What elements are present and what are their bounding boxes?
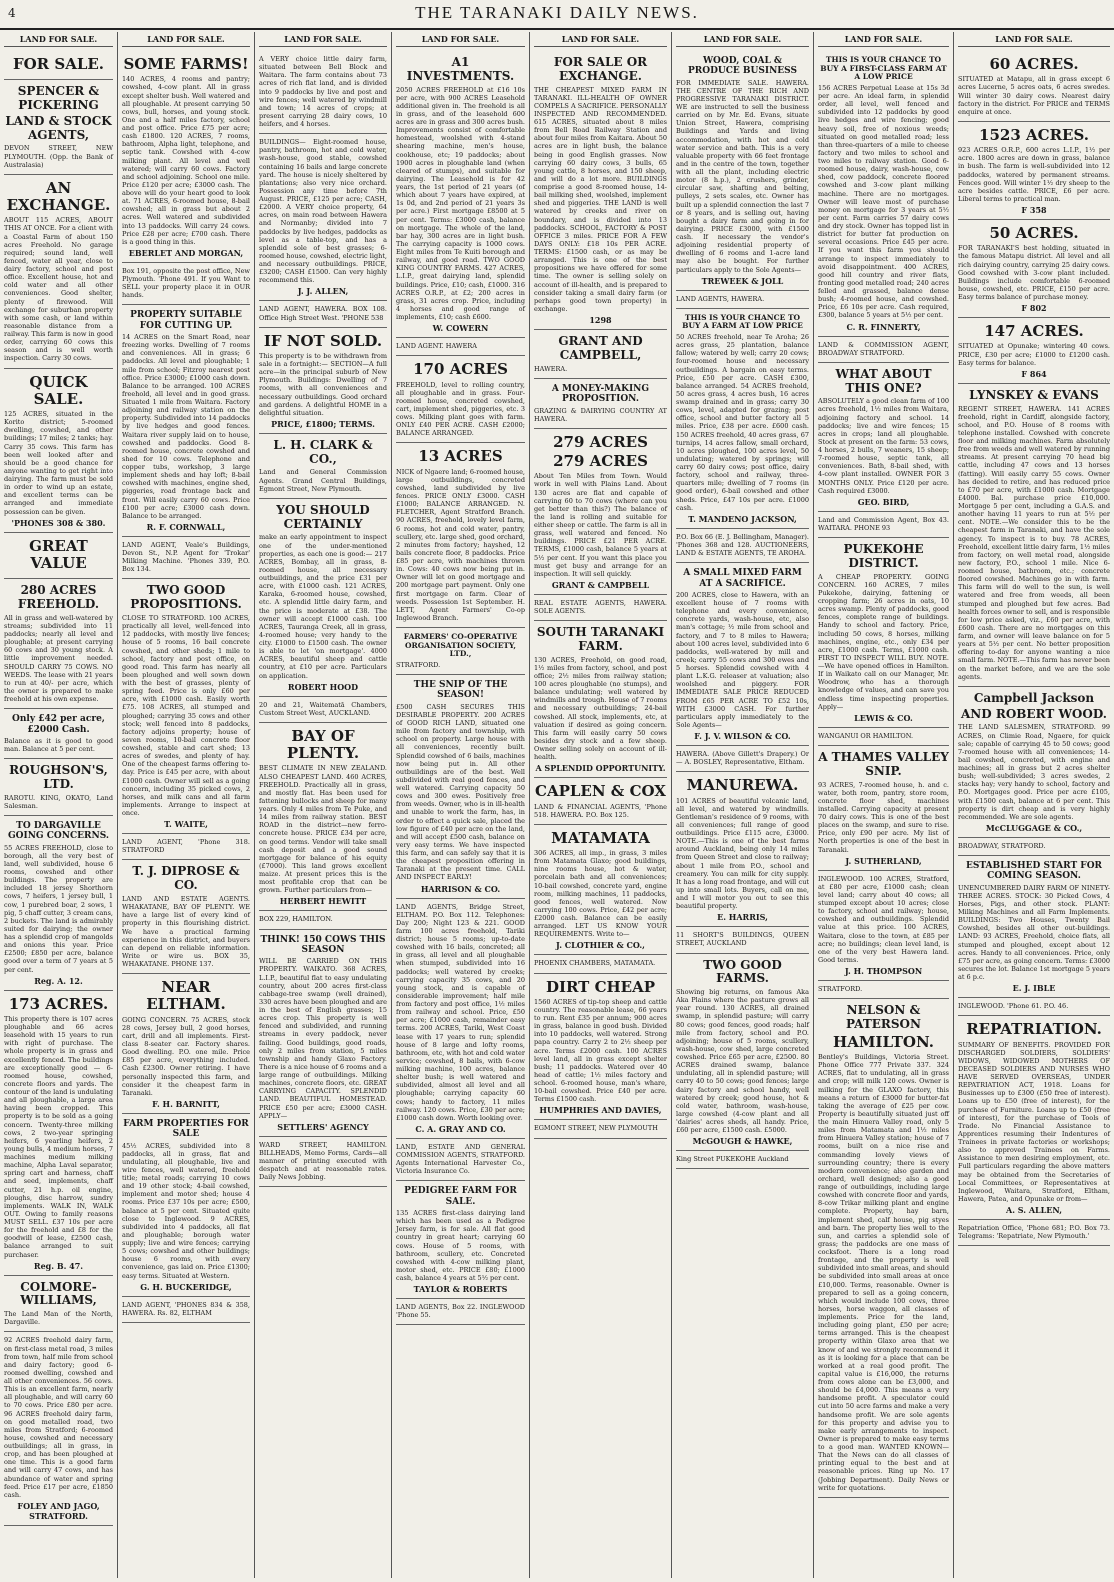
- ad-body: 130 ACRES, Freehold, on good road, 1½ miles from factory, school, and post office; 2½ miles from railway station; 100 acres ploughable (no stumps), and balance undulating; well watered by windmills and trough. House of 7 rooms and necessary outbuildings; 24-bail cowshed. All stock, implements, etc, at valuation if desired as going concern. This farm will easily carry 50 cows besides dry stock and a few sheep. Owner selling solely on account of ill-health.: [534, 655, 667, 762]
- ad-signature: F. H. BARNITT,: [152, 1098, 220, 1109]
- ad-heading: TWO GOOD FARMS.: [703, 957, 782, 986]
- ad-heading: NELSON & PATERSON: [846, 1003, 921, 1031]
- classified-ad: [958, 220, 1110, 318]
- classified-ad: [676, 309, 809, 529]
- classified-ad: [958, 856, 1110, 998]
- ad-signature: EBERLET AND MORGAN,: [128, 247, 244, 258]
- classified-ad: [818, 999, 949, 1498]
- classified-ad: [534, 429, 667, 595]
- ad-body: FREEHOLD, level to rolling country, all ploughable and in grass. Four-roomed house, concreted cowshed, cart, implement shed, piggeries, etc. 3 cows. Milking plant goes with farm. ONLY £40 PER ACRE. CASH £2000; BALANCE ARRANGED.: [396, 380, 525, 438]
- ad-body: REGENT STREET, HAWERA. 141 ACRES freehold, right in Cardiff, alongside factory, school, and P.O. House of 8 rooms with telephone installed. Cowshed with concrete floor and milking machines. Farm absolutely free from weeds and well watered by running streams. At present carrying 70 head big cattle, including 47 cows and 13 horses (fatting). Will easily carry 55 cows. Owner has decided to retire, and has reduced price to £70 per acre, with £1000 cash. Mortgage £4000. Bal. purchase price £10,000. Mortgage 5 per cent, including a G.A.S. and another having 11 years to run at 5½ per cent. NOTE.—We consider this to be the cheapest farm in Taranaki, and have the sole agency. To inspect is to buy. 78 ACRES, Freehold, excellent little dairy farm, 1½ miles from factory, on well metal road, alongside new factory, P.O., school 1 mile. Nice 6-roomed house, bathroom, etc.; concrete floored cowshed. Machines go in with farm. This farm will do well to the sun, is well watered and free from weeds, all been stumped and ploughed but few acres. Bad health forces owner to sell, and is responsible for low price asked, viz., £60 per acre, with £600 cash. There are no mortgages on this farm, and owner will leave balance on for 5 years at 5½ per cent. No better proposition offering to-day for anyone wanting a nice small farm. NOTE.—This farm has never been on the market before, and we are the sole agents.: [958, 404, 1110, 681]
- ad-signature: T. MANDENO JACKSON,: [688, 513, 797, 524]
- ad-body: LAND & FINANCIAL AGENTS, 'Phone 518. HAWERA. P.O. Box 125.: [534, 802, 667, 819]
- column-heading: LAND FOR SALE.: [676, 34, 809, 47]
- classified-ad: [122, 974, 250, 1114]
- ad-body: BEST CLIMATE IN NEW ZEALAND. ALSO CHEAPEST LAND. 460 ACRES, FREEHOLD. Practically all in grass, and mostly flat. Has been used for fattening bullocks and sheep for many years. Only 4 miles from Te Puke, and 14 miles from railway station. BEST ROAD in the district—new ferro-concrete house. PRICE £34 per acre, on good terms. Vendor will take small cash deposit and a good sound mortgage for balance of his equity (£7000). This land grows excellent maize. At present prices this is the most profitable crop that can be grown. Further particulars from—: [259, 764, 387, 895]
- ad-body: 92 ACRES freehold dairy farm, on first-class metal road, 3 miles from town, half mile from school and dairy factory; good 6-roomed dwelling, cowshed and all other conveniences. 56 cows. This is an excellent farm, nearly all ploughable, and will carry 60 to 70 cows. Price £80 per acre. 96 ACRES freehold dairy farm, on good metalled road, two miles from Stratford; 6-roomed house, cowshed and necessary outbuildings; all in grass, in crop, and has been ploughed at one time. This is a good farm and will carry 47 cows, and has abundance of water and spring feed. Price £17 per acre, £1850 cash.: [4, 1336, 113, 1499]
- classified-ad: [259, 328, 387, 434]
- ad-body: EGMONT STREET, NEW PLYMOUTH: [534, 1124, 658, 1133]
- ad-body: A VERY choice little dairy farm, situated between Bell Block and Waitara. The farm contains about 73 acres of rich flat land, and is divided into 9 paddocks by live and post and wire fences; well watered by windmill and town; 14 acres of crops; at present carrying 28 dairy cows, 10 heifers, and 4 horses.: [259, 55, 387, 128]
- classified-ad: [396, 1299, 525, 1325]
- ad-body: 101 ACRES of beautiful volcanic land, all level, and watered by windmills. Gentleman's residence of 9 rooms, with all conveniences; full range of good outbuildings. Price £115 acre, £3000. NOTE.—This is one of the best farms around Auckland, being only 14 miles from Queen Street and close to railway; about 1 mile from P.O., school and creamery. You can milk for city supply. It has a long road frontage, and will cut up into small lots. Buyers, call on me, and I will motor you out to see this beautiful property.: [676, 796, 809, 911]
- ad-signature: PRICE, £1800; TERMS.: [271, 418, 375, 429]
- classified-ad: [676, 927, 809, 953]
- ad-body: INGLEWOOD. 100 ACRES, Stratford, at £80 per acre, £1000 cash; clean level land; carry about 40 cows; all stumped except about 10 acres; close to factory, school and railway; house, cowshed and outbuildings. Splendid value at this price. 100 ACRES, Waitara, close to the town, at £85 per acre; no buildings; clean level land, is one of the very best Hawera land. Good terms.: [818, 874, 949, 964]
- classified-ad: [259, 134, 387, 301]
- ad-body: 923 ACRES O.R.P., 600 acres L.I.P., 1½ per acre. 1800 acres are down in grass, balance in bush. The farm is well-subdivided into 12 paddocks, watered by permanent streams. Fences good. Will winter 1½ dry sheep to the acre besides cattle. PRICE, £6 per acre. Liberal terms to practical man.: [958, 146, 1110, 203]
- ad-body: Bentley's Buildings, Victoria Street. Phone Office 777 Private 337. 324 ACRES, flat to undulating, all in grass and crop; will milk 120 cows. Owner is milking for the GLAXO factory, this means a return of £3000 for butter-fat taking the average of £25 per cow. Property is beautifully situated just off the main Hinuera Valley road, only 5 miles from Matamata and 1½ miles from Hinuera Valley station; house of 7 rooms, built on a nice rise and commanding lovely views of surrounding country; there is every modern convenience; also garden and orchard, well designed; also a good range of outbuildings, including large cowshed with concrete floor and yards, 8-cow Trikar milking plant and engine complete. Property, hay barn, implement shed, calf house, pig styes and barn. The property lies well to the sun, and carries a splendid sole of grass; the paddocks are one mass of cocksfoot. There is a long road frontage, and the property is well subdivided into small areas, and should be subdivided into small areas at once £10,000. Terms, reasonable. Owner is prepared to sell as a going concern, which would include 100 cows, three horses, horse waggon, all classes of implements. Price for the land, including going plant, £50 per acre; terms arranged. This is the cheapest property within Glaxo area that we know of and we strongly recommend it as it is looking for a place that can be worked at a real good profit. The capital value is £16,000, the returns from cows alone can be £3,000, and should be £4,000. This means a very handsome profit. A speculator could cut into 50 acre farms and make a very handsome profit. We are sole agents for this property and advise you to make early arrangements to inspect. Owner is prepared to make easy terms to a good man. WANTED KNOWN—That the News can do all classes of printing equal to the best and at reasonable prices. Ring up No. 17 (Jobbing Department). Daily News or write for quotations.: [818, 1053, 949, 1492]
- classified-ad: [534, 379, 667, 429]
- ad-body: LAND AGENT. HAWERA: [396, 342, 477, 351]
- masthead-rule: [0, 28, 1114, 30]
- ad-body: WANGANUI OR HAMILTON.: [818, 731, 914, 740]
- ad-signature: F 864: [1021, 368, 1047, 379]
- ad-signature: GEO. BIRD,: [857, 496, 910, 507]
- ad-heading: HAMILTON.: [833, 1032, 934, 1051]
- classified-ad: [259, 930, 387, 1137]
- column-heading: LAND FOR SALE.: [818, 34, 949, 47]
- classified-ad: [534, 595, 667, 621]
- classified-ad: [122, 537, 250, 580]
- classified-ad: [4, 709, 113, 759]
- classified-ad: [396, 899, 525, 1139]
- ad-heading: LAND & STOCK AGENTS,: [5, 113, 112, 142]
- ad-body: WARD STREET, HAMILTON. BILLHEADS, Memo Forms, Cards—all manner of printing executed with despatch and at reasonable rates. Daily News Jobbing.: [259, 1140, 387, 1182]
- column-8: [954, 32, 1114, 1578]
- ad-heading: A SMALL MIXED FARM AT A SACRIFICE.: [683, 568, 802, 589]
- column-heading: LAND FOR SALE.: [259, 34, 387, 47]
- ad-signature: McCLUGGAGE & CO.,: [985, 822, 1083, 833]
- ad-signature: F. J. V. WILSON & CO.: [694, 731, 791, 741]
- column-7: [814, 32, 954, 1578]
- ad-signature: 1298: [589, 315, 612, 326]
- ad-body: 20 and 21, Waitematā Chambers, Custom Street West, AUCKLAND.: [259, 700, 387, 717]
- classified-ad: [396, 1181, 525, 1299]
- classified-ad: [534, 621, 667, 778]
- classified-ad: [4, 1332, 113, 1526]
- ad-signature: HARRISON & CO.: [420, 883, 501, 894]
- ad-body: 306 ACRES, all imp., in grass, 3 miles from Matamata Glaxo; good buildings, nine rooms house, hot & water, porcelain bath and all conveniences; 10-bail cowshed, concrete yard, engine room, milking machines, 11 paddocks, good fences, well watered. Now carrying 100 cows. Price, £42 per acre; £2000 cash. Balance can be easily arranged. LET US KNOW YOUR REQUIREMENTS. Write to—: [534, 849, 667, 939]
- ad-body: BOX 229, HAMILTON.: [259, 915, 333, 924]
- classified-ad: [259, 434, 387, 499]
- ad-body: 156 ACRES Perpetual Lease at 15s 3d per acre. An ideal farm, in splendid order, all level, well fenced and subdivided into 12 paddocks by good live hedges and wire fencing; good heavy soil, free of noxious weeds; situated on good metalled road; less than three-quarters of a mile to cheese factory and two miles to school and two miles to railway station. Good 6-roomed house, dairy, wash-house, cow shed, cow paddock, concrete floored cowshed and 3-cow plant milking machine. There are no mortgages. Owner will leave most of purchase money on mortgage for 3 years at 5½ per cent. Farm carries 57 dairy cows and dry stock. Owner has topped list in district for butter fat production on several occasions. Price £45 per acre. If you want this farm you should arrange to inspect immediately to avoid disappointment. 400 ACRES, good hill country and river flats, fronting good metalled road; 240 acres felled and grassed, balance dense bush; 4-roomed house, and cowshed. Price, £6 10s per acre. Cash required, £300, balance 5 years at 5½ per cent.: [818, 83, 949, 320]
- ad-heading: TO DARGAVILLE GOING CONCERNS.: [7, 820, 110, 842]
- classified-ad: [396, 338, 525, 356]
- classified-ad: [122, 1297, 250, 1323]
- ad-heading: T. J. DIPROSE & CO.: [132, 864, 240, 893]
- classified-ad: [4, 80, 113, 175]
- ad-body: STRATFORD.: [818, 985, 863, 994]
- classified-ad: [259, 911, 387, 929]
- ad-body: King Street PUKEKOHE Auckland: [676, 1155, 789, 1164]
- classified-ad: [958, 687, 1110, 838]
- ad-body: LAND AGENT, Veale's Buildings, Devon St., N.P. Agent for 'Trokar' Milking Machine. 'Phones 339, P.O. Box 134.: [122, 540, 250, 574]
- classified-ad: [818, 512, 949, 538]
- ad-signature: T. WAITE,: [164, 819, 208, 830]
- ad-heading: A THAMES VALLEY SNIP.: [818, 749, 949, 778]
- classified-ad: [396, 675, 525, 898]
- ad-body: 50 ACRES freehold, near Te Aroha; 26 acres grass, 25 plantation, balance fallow; watered by well; carry 20 cows; four-roomed house and necessary outbuildings. A bargain on easy terms. Price, £50 per acre. CASH £300, balance arranged. 54 ACRES freehold, 50 acres grass, 4 acres bush, 16 acres swamp drained and in grass; carry 30 cows, level, adapted for grazing; post office, school and butter factory all 5 miles. Price, £38 per acre. £600 cash. 150 ACRES freehold, 40 acres grass, 67 turnips, 14 acres fallow, small orchard, 10 acres ploughed, 100 acres level, 50 undulating; watered by springs; will carry 60 dairy cows; post office, dairy factory, school and railway, three-quarters mile; dwelling of 7 rooms (in good order), 6-bail cowshed and other sheds. Price, £47 10s per acre. £1000 cash.: [676, 333, 809, 512]
- classified-ad: [4, 175, 113, 369]
- classified-ad: [259, 301, 387, 327]
- ad-heading: THIS IS YOUR CHANCE TO BUY A FIRST-CLASS FARM AT A LOW PRICE: [820, 55, 947, 82]
- classified-ad: [676, 563, 809, 746]
- ad-body: 11 SHORT'S BUILDINGS, QUEEN STREET, AUCKLAND: [676, 931, 809, 948]
- ad-heading: WHAT ABOUT THIS ONE?: [835, 366, 932, 395]
- ad-body: LAND & COMMISSION AGENT, BROADWAY STRATFORD.: [818, 340, 949, 357]
- classified-ad: [534, 955, 667, 973]
- classified-ad: [676, 1151, 809, 1169]
- ad-body: HAWERA.: [534, 364, 568, 373]
- ad-body: 135 ACRES first-class dairying land which has been used as a Pedigree Jersey farm, is for sale. All flat good country in great heart; carrying 60 cows. House of 5 rooms, with bathroom, scullery, etc. Concreted cowshed with 4-cow milking plant, motor shed, etc. PRICE £80; £1000 cash, balance 4 years at 5½ per cent.: [396, 1209, 525, 1283]
- classified-ad: [818, 871, 949, 981]
- ad-body: ABOUT 115 ACRES, ABOUT THIS AT ONCE. For a client with a Coastal Farm of about 150 acres Freehold. No garage required; sound land, well fenced, water all year, close to dairy factory, school and post office. Excellent house, hot and cold water and all other conveniences. Good shelter, plenty of firewood. Will exchange for suburban property with some cash, or land within reasonable distance from a railway. This farm is now in good order, carrying 60 cows this season and is well worth inspection. Carry 30 cows.: [4, 216, 113, 363]
- classified-ad: [958, 51, 1110, 122]
- classified-ad: [259, 499, 387, 697]
- ad-heading: CAPLEN & COX: [535, 782, 666, 801]
- ad-heading: 170 ACRES: [413, 360, 508, 379]
- ad-body: LAND AGENT, 'Phone 318. STRATFORD: [122, 838, 250, 855]
- ad-body: This property is to be withdrawn from sale in a fortnight:— SECTION—A full acre—in the principal suburb of New Plymouth. Buildings: Dwelling of 7 rooms, with all conveniences and necessary outbuildings. Good orchard and gardens. A delightful HOME in a delightful situation.: [259, 351, 387, 417]
- classified-ad: [818, 337, 949, 363]
- ad-body: 93 ACRES, 7-roomed house, h. and c. water, both room, pantry, store room, concrete floor shed, machines installed. Carrying capacity at present 70 dairy cows. This is one of the best places on the swamp, and sure to rise. Price, only £90 per acre. My list of North properties is one of the best in Taranaki.: [818, 780, 949, 854]
- ad-body: BUILDINGS— Eight-roomed house, pantry, bathroom, hot and cold water, wash-house, good stable, cowshed containing 16 bails and large concrete yard. The house is nicely sheltered by plantations; also very nice orchard. Possession any time before 7th August. PRICE, £125 per acre; CASH, £2000. A VERY choice property, 64 acres, on main road between Hawera and Normanby; divided into 7 paddocks by live hedges, paddocks as level as a table-top, and has a splendid sole of best grasses; 6-roomed house, cowshed, electric light, and necessary outbuildings. PRICE, £3200; CASH £1500. Can very highly recommend this.: [259, 138, 387, 285]
- ad-heading: YOU SHOULD CERTAINLY: [276, 502, 370, 531]
- ad-heading: 147 ACRES.: [984, 322, 1084, 341]
- ad-body: £500 CASH SECURES THIS DESIRABLE PROPERTY. 200 ACRES of GOOD RICH LAND, situated one mile from factory and township, with school on property. Large house with all conveniences, recently built. Splendid cowshed of 6 bails, machines now being put in. All other outbuildings are of the best. Well subdivided with real good fences, and well watered. Carrying capacity 50 cows and 300 ewes. Positively free from weeds. Owner, who is in ill-health and unable to work the farm, has, in order to effect a quick sale, placed the low figure of £40 per acre on the land, and will accept £500 cash, balance on very easy terms. We have inspected this farm, and can safely say that it is the cheapest proposition offering in Taranaki at the present time. CALL AND INSPECT EARLY!: [396, 702, 525, 882]
- ad-signature: ROBERT HOOD: [287, 681, 359, 692]
- classified-ad: [4, 991, 113, 1276]
- ad-body: STRATFORD.: [396, 660, 441, 669]
- ad-heading: FARM PROPERTIES FOR SALE: [123, 1118, 249, 1140]
- ad-heading: THINK! 150 COWS THIS SEASON: [260, 934, 386, 955]
- ad-heading: 279 ACRES: [553, 432, 648, 451]
- ad-body: THE LAND SALESMEN, STRATFORD. 99 ACRES, on Climie Road, Ngaere, for quick sale; capable of carrying 45 to 50 cows; good 7-roomed house with all conveniences; 14-bail cowshed, concreted, with engine and machines; all in grass but 2 acres shelter bush; well-subdivided; 3 acres swedes, 2 stacks hay; very handy to school, factory and P.O. Mortgages good. Price per acre £105, with £1500 cash, balance at 6 per cent. This property is dirt cheap and is very highly recommended. We are sole agents.: [958, 723, 1110, 821]
- ad-body: THE CHEAPEST MIXED FARM IN TARANAKI. ILL-HEALTH OF OWNER COMPELS A SACRIFICE. PERSONALLY INSPECTED AND RECOMMENDED. 615 ACRES, situated about 8 miles from Bell Road Railway Station and about four miles from Kaitara. About 50 acres are in light bush, the balance being in good English grasses. Now carrying 60 dairy cows, 3 bulls, 65 young cattle, 8 horses, and 150 sheep, and will do a lot more. BUILDINGS comprise a good 8-roomed house, 14-bail milking shed, woolshed, implement shed and piggeries. THE LAND is well watered by creeks and river on boundary, and is divided into 13 paddocks. SCHOOL, FACTORY & POST OFFICE 3 miles. PRICE FOR A FEW DAYS ONLY: £18 10s PER ACRE. TERMS: £1500 cash, or as may be arranged. This is one of the best propositions we have offered for some time. The owner is selling solely on account of ill-health, and is prepared to consider taking a small dairy farm (or perhaps good town property) in exchange.: [534, 85, 667, 313]
- classified-ad: [676, 746, 809, 772]
- ad-body: 125 ACRES, situated in the Korito district; 5-roomed dwelling, cowshed, and other buildings; 17 miles; 2 tanks; hay. Carry 35 cows. This farm has been well looked after and should be a good chance for anyone wanting to get right into dairying. The farm must be sold in order to wind up an estate, and excellent terms can be arranged and immediate possession can be given.: [4, 410, 113, 516]
- ad-body: Showing big returns, on famous Aka Aka Plains where the pasture grows all year round. 130 ACRES, all drained swamp, in splendid pasture; will carry 80 cows; good fences, good roads; half mile from factory, school and P.O. adjoining; house of 5 rooms, scullery, wash-house, cow shed, large concreted cowshed. Price £65 per acre, £2500. 80 ACRES drained swamp, balance undulating, all in splendid pasture; will carry 40 to 50 cows; good fences; large dairy factory and school handy, well watered by creek; good house, hot & cold water, bathroom, wash-house, large cowshed (4-cow plant and all 'dairies' acres sheds, all handy. Price, £60 per acre, £1500 cash. £5000.: [676, 988, 809, 1135]
- ad-signature: J. J. ALLEN,: [297, 286, 349, 297]
- classified-ad: [396, 356, 525, 443]
- classified-ad: [534, 330, 667, 379]
- ad-signature: J. CLOTHIER & CO.,: [556, 940, 645, 951]
- ad-body: HAWERA. (Above Gillett's Drapery.) Or— A. BOSLEY, Representative, Eltham.: [676, 750, 809, 767]
- ad-signature: TAYLOR & ROBERTS: [413, 1284, 508, 1295]
- ad-heading: ESTABLISHED START FOR COMING SEASON.: [965, 861, 1103, 882]
- ad-signature: E. J. IBLE: [1012, 983, 1056, 994]
- column-4: [392, 32, 530, 1578]
- ad-body: INGLEWOOD. 'Phone 61. P.O. 46.: [958, 1002, 1069, 1011]
- ad-heading: MANUREWA.: [686, 776, 799, 795]
- ad-heading: SOME FARMS!: [123, 55, 249, 73]
- classified-ad: [958, 318, 1110, 384]
- ad-heading: L. H. CLARK & CO.,: [273, 437, 373, 466]
- ad-body: SITUATED at Opunake; wintering 40 cows. PRICE, £30 per acre; £1000 to £1200 cash. Easy terms for balance.: [958, 342, 1110, 367]
- ad-heading: FOR SALE.: [12, 55, 105, 73]
- ad-body: Box 191, opposite the post office, New Plymouth. 'Phone 491. If you Want to SELL your property place it in OUR hands.: [122, 266, 250, 300]
- ad-heading: THE SNIP OF THE SEASON!: [413, 680, 508, 701]
- ad-signature: FOLEY AND JAGO, STRATFORD.: [17, 1500, 100, 1521]
- ad-heading: 50 ACRES.: [989, 224, 1079, 242]
- ad-body: P.O. Box 66 (E. J. Bellingham, Manager). 'Phones 368 and 128. AUCTIONEERS, LAND & ESTATE AGENTS, TE AROHA.: [676, 532, 809, 558]
- ad-signature: J. SUTHERLAND,: [845, 855, 922, 866]
- ad-heading: TWO GOOD PROPOSITIONS.: [130, 583, 242, 612]
- classified-ad: [122, 860, 250, 974]
- classified-ad: [818, 746, 949, 871]
- classified-ad: [676, 772, 809, 927]
- classified-ad: [818, 538, 949, 728]
- ad-heading: 13 ACRES: [418, 447, 503, 466]
- classified-ad: [259, 51, 387, 134]
- column-heading: LAND FOR SALE.: [396, 34, 525, 47]
- page-number: 4: [8, 6, 16, 20]
- ad-heading: SOUTH TARANAKI FARM.: [536, 625, 665, 653]
- classified-ad: [958, 838, 1110, 856]
- classified-ad: [958, 1220, 1110, 1246]
- ad-heading: 60 ACRES.: [989, 55, 1079, 73]
- ad-body: FOR TARANAKI'S best holding, situated in the famous Matapu district. All level and all rich dairying country, carrying 25 dairy cows. Good cowshed with 3-cow plant included. Buildings include comfortable 6-roomed house, cowshed, etc. PRICE, £150 per acre. Easy terms balance of purchase money.: [958, 244, 1110, 301]
- ad-body: DEVON STREET, NEW PLYMOUTH. (Opp. the Bank of Australasia): [4, 144, 113, 169]
- classified-ad: [259, 723, 387, 912]
- classified-ad: [122, 263, 250, 306]
- classified-ad: [4, 533, 113, 580]
- ad-body: 2050 ACRES FREEHOLD at £16 10s per acre, with 900 ACRES Leasehold additional given in. The freehold is all in grass, and of the leasehold 600 acres are in grass and 300 acres bush. Improvements consist of comfortable homestead, woolshed with 4-stand shearing machine, men's house, cookhouse, etc; 19 paddocks; about 1900 acres in ploughable land (when cleared of stumps), and suitable for dairying. The Leasehold is for 42 years, the 1st period of 21 years (of which about 7 years have expired, at 1s 0d, and 2nd period of 21 years 3s per acre.) First mortgage £8500 at 5 per cent. Terms: £3000 cash, balance on mortgage. The whole of the land, bar hay, 300 acres are in light bush. The carrying capacity is 1000 cows. Eight miles from Te Kuiti borough and railway, and good road. TWO GOOD KING COUNTRY FARMS. 427 ACRES, L.I.P., great dairying land, splendid buildings. Price, £10; cash, £1000. 316 ACRES O.R.P., at £2; 200 acres in grass, 31 acres crop. Price, including 4 horses and good range of implements, £10; cash £600.: [396, 85, 525, 322]
- ad-body: Land and General Commission Agents. Grand Central Buildings, Egmont Street, New Plymouth.: [259, 468, 387, 493]
- classified-ad: [4, 816, 113, 991]
- column-heading: LAND FOR SALE.: [958, 34, 1110, 47]
- ad-heading: Only £42 per acre, £2000 Cash.: [12, 714, 105, 735]
- classified-ad: [534, 778, 667, 825]
- classified-ad: [396, 1139, 525, 1182]
- ad-heading: AN EXCHANGE.: [6, 178, 111, 215]
- ad-heading: 279 ACRES: [553, 452, 648, 470]
- classified-ad: [122, 1114, 250, 1297]
- ad-heading: PUKEKOHE DISTRICT.: [843, 542, 924, 570]
- ad-signature: GRANT & CAMPBELL: [551, 579, 650, 590]
- ad-body: LAND AGENT, HAWERA. BOX 108. Office High Street West. 'PHONE 538: [259, 305, 387, 322]
- classified-ad: [534, 1120, 667, 1138]
- ad-heading: 1523 ACRES.: [979, 125, 1089, 144]
- classified-ad: [122, 579, 250, 834]
- ad-body: PHOENIX CHAMBERS, MATAMATA.: [534, 959, 656, 968]
- newspaper-title: THE TARANAKI DAILY NEWS.: [415, 3, 699, 22]
- ad-body: 1560 ACRES of tip-top sheep and cattle country. The reasonable lease, 66 years to run. Rent £35 per annum; 900 acres in grass, balance in good bush. Divided into 10 paddocks, well watered. Strong papa country. Carry 2 to 2½ sheep per acre. Terms £2000 cash. 100 ACRES level land, all in grass except shelter bush; 11 paddocks. Watered over 40 head of cattle; 1½ miles factory and school. 6-roomed house, man's whare, 10-bail cowshed. Price £40 per acre. Terms £1500 cash.: [534, 997, 667, 1104]
- ad-body: LAND AGENTS, HAWERA.: [676, 294, 765, 303]
- classified-ad: [676, 529, 809, 563]
- ad-signature: McGOUGH & HAWKE,: [692, 1136, 793, 1147]
- ad-heading: FOR SALE OR EXCHANGE.: [553, 55, 648, 83]
- ad-body: BROADWAY, STRATFORD.: [958, 841, 1046, 850]
- classified-ad: [122, 51, 250, 263]
- classified-ad: [818, 981, 949, 999]
- ad-body: CLOSE TO STRATFORD. 100 ACRES, practically all level, well-fenced into 12 paddocks, with mostly live fences; house of 5 rooms, 16 bail concrete cowshed, and other sheds; 1 mile to school, factory and post office, on good road. This farm has nearly all been ploughed and well sown down with the best of grasses, plenty of spring feed. Price is only £60 per acre, with £1000 cash. Easily worth £75. 108 ACRES, all stumped and ploughed; carrying 35 cows and other stock; well fenced into 8 paddocks, factory adjoins property; house of seven rooms, 10-bail concrete floor cowshed, stable and cart shed; 13 acres of swedes, and plenty of hay. One of the cheapest farms offering to-day. Price is £45 per acre, with about £1000 cash. Owner will sell as a going concern, including 35 picked cows, 2 horses, and milk cans and all farm implements. Arrange to inspect at once.: [122, 614, 250, 818]
- ad-body: SITUATED at Matapu, all in grass except 6 acres Lucerne, 5 acres oats, 6 acres swedes. Will winter 30 dairy cows. Nearest dairy factory in the district. For PRICE and TERMS enquire at once.: [958, 75, 1110, 116]
- ad-body: SUMMARY OF BENEFITS. PROVIDED FOR DISCHARGED SOLDIERS, SOLDIERS' WIDOWS, WIDOWED MOTHERS OF DECEASED SOLDIERS AND NURSES WHO HAVE SERVED OVERSEAS, UNDER REPATRIATION ACT, 1918. Loans for Businesses up to £300 (£50 free of interest). Loans up to £50 (free of interest), for the purchase of Furniture. Loans up to £50 (free of interest), for the purchase of Tools of Trade. No Financial Assistance to Apprentices resuming their Indentures of Trainees in private factories or workshops; also to approved Trainees on Farms. Assistance to men desiring employment, etc. Full particulars regarding the above matters may be obtained from the Secretaries of Local Committees, or Representatives at Inglewood, Waitara, Stratford, Eltham, Hawera, Patea, and Opunake or from—: [958, 1040, 1110, 1203]
- ad-heading: ROUGHSON'S, LTD.: [9, 763, 108, 791]
- ad-body: The Land Man of the North, Dargaville.: [4, 1310, 113, 1327]
- classified-ad: [818, 51, 949, 337]
- ad-signature: W. COWERN: [432, 323, 489, 334]
- ad-body: ABSOLUTELY a good clean farm of 100 acres freehold, 1½ miles from Waitara, adjoining factory and school. 14 paddocks; live and wire fences; 15 acres in crops; land all ploughable. Stock at present on the farm: 53 cows, 4 horses, 2 bulls, 7 weaners, 15 sheep; 7-roomed house, septic tank, all conveniences. Bath, 8-bail shed, with 4-cow plant installed. OWNER FOR 3 MONTHS ONLY. Price £120 per acre. Cash required £3000.: [818, 397, 949, 495]
- classified-ad: [4, 51, 113, 80]
- classified-ad: [4, 1276, 113, 1333]
- ad-heading: PROPERTY SUITABLE FOR CUTTING UP.: [130, 310, 242, 331]
- ad-signature: SETTLERS' AGENCY: [277, 1121, 369, 1132]
- ad-heading: A1 INVESTMENTS.: [406, 55, 515, 83]
- ad-signature: C. A. GRAY AND CO.: [415, 1123, 506, 1134]
- ad-body: LAND AGENTS, Bridge Street, ELTHAM. P.O. Box 112. Telephones: Day 200; Night 123 & 221. GOOD farm 100 acres freehold, Tariki district; house 5 rooms; up-to-date cowshed with 16 bails, concreted; all in grass, all level and all ploughable when stumped, subdivided into 16 paddocks; well watered by creeks; carrying capacity 35 cows, and 20 young stock, and is capable of considerable improvement; half mile from factory and post office, 1½ miles from railway and school. Price, £50 per acre; £1000 cash, remainder easy terms. 200 ACRES, Tariki, West Coast lease with 17 years to run; splendid house of 8 large and lofty rooms, bathroom, etc, with hot and cold water service; cowshed, 8 bails, with 6-cow milking machine, 100 acres, balance shelter bush; is well watered and subdivided, almost all level and all ploughable; carrying capacity 60 cows; handy to factory, 11 miles railway. 120 cows. Price, £30 per acre; £1000 cash down. Worth looking over.: [396, 902, 525, 1122]
- ad-body: NICK of Ngaere land; 6-roomed house, large outbuildings, concreted cowshed, land subdivided by live fences. PRICE ONLY £3000. CASH £1000; BALANCE ARRANGED. N. FLETCHER, Agent Stratford Branch. 90 ACRES, freehold, lovely level farm, 6 rooms, hot and cold water, pantry, scullery, etc. large shed, good orchard, 2 minutes from factory; hayshed, 12 bails concrete floor, 8 paddocks. Price £85 per acre, with machines thrown in. Cows: 40 cows now being put in. Owner will let on good mortgage and 200 mortgage part payment. Only one first mortgage on farm. Clear of weeds. Possession 1st September. H. LETT, Agent Farmers' Co-op Inglewood Branch.: [396, 467, 525, 622]
- ad-heading: FARMERS' CO-OPERATIVE ORGANISATION SOCIETY, LTD.,: [403, 632, 518, 659]
- ad-body: Land and Commission Agent, Box 43. WAITARA. PHONE 93: [818, 515, 949, 532]
- ad-signature: HUMPHRIES AND DAVIES,: [539, 1105, 662, 1116]
- ad-body: 14 ACRES on the Smart Road, near freezing works. Dwelling of 7 rooms and conveniences. All in grass; 6 paddocks. All level and ploughable; 1 mile from school; Fitzroy nearest post office. Price £3000; £1000 cash down. Balance to be arranged. 100 ACRES freehold, all level and in good grass. Situated 1 mile from Waitara. Factory adjoining and railway station on the property. Subdivided into 14 paddocks by live hedges and good fences. Waitara river supply laid on to house, cowshed and paddocks. Good 8-roomed house, concrete cowshed and shed for 10 cows. Telephone and copper tubs, workshop, 3 large implement sheds and hay loft; 8-bail cowshed with machines, engine shed, piggeries, road frontage back and front. Will easily carry 60 cows. Price £100 per acre; £3000 cash down. Balance to be arranged.: [122, 333, 250, 520]
- classified-ad: [534, 825, 667, 956]
- ad-body: FOR IMMEDIATE SALE. HAWERA. THE CENTRE OF THE RICH AND PROGRESSIVE TARANAKI DISTRICT. WE are instructed to sell the business carried on by Mr. Ed. Evans, situate Union Street, Hawera, comprising Buildings and Yards and living accommodation, with hot and cold water service and bath. This is a very valuable property with 66 feet frontage and in the centre of the town, together with all the plant, including electric motor (8 h.p.), 2 crushers, grinder, circular saw, shafting and belting, pulleys, 2 sets scales, etc. Owner has built up a splendid connection the last 7 or 8 years, and is selling out, having bought a dairy farm and going in for dairying. PRICE £3000, with £1500 cash. If necessary the vendor's adjoining residential property of dwelling of 6 rooms and 1-acre land may also be bought. For further particulars apply to the Sole Agents—: [676, 78, 809, 274]
- ad-signature: TREWEEK & JOLL: [701, 275, 784, 286]
- ad-heading: AND ROBERT WOOD.: [961, 706, 1107, 721]
- ad-body: LAND AGENT, 'PHONES 834 & 358, HAWERA. Rs. 82, ELTHAM: [122, 1300, 250, 1317]
- ad-heading: LYNSKEY & EVANS: [969, 387, 1099, 402]
- ad-signature: J. H. THOMPSON: [844, 966, 923, 977]
- column-heading: LAND FOR SALE.: [4, 34, 113, 47]
- classified-ad: [958, 1016, 1110, 1220]
- classified-ad: [4, 369, 113, 533]
- ad-body: About Ten Miles from Town. Would work in well with Plains Land. About 130 acres are flat and capable of carrying 60 to 70 cows (where can you get better than this?) The balance of the land is rolling and suitable for either sheep or cattle. The farm is all in grass, well watered and fenced. No buildings. PRICE £21 PER ACRE. TERMS, £1000 cash, balance 5 years at 5½ per cent. If you want this place you must get busy and arrange for an inspection. It will sell quickly.: [534, 472, 667, 578]
- ad-body: UNENCUMBERED DAIRY FARM OF NINETY-THREE ACRES. STOCK: 30 Picked Cows, 4 Horses, Pigs, and other stock. PLANT: Milking Machines and all Farm Implements. BUILDINGS: Two Houses, Twenty Bail Cowshed, besides all other out-buildings. LAND: 93 ACRES, Freehold, choice flats, all stumped and ploughed, except about 12 acres. Handy to all conveniences. Price, only £75 per acre, as going concern. Terms: £3000 secures the lot. Balance 1st mortgage 5 years at 6 p.c.: [958, 883, 1110, 982]
- ad-signature: LEWIS & CO.: [854, 712, 913, 723]
- classified-ad: [818, 728, 949, 746]
- ad-signature: 'PHONES 308 & 380.: [11, 517, 106, 528]
- ad-heading: COLMORE-WILLIAMS,: [20, 1279, 97, 1308]
- ad-heading: QUICK SALE.: [29, 372, 88, 408]
- ad-signature: R. F. CORNWALL,: [146, 521, 226, 532]
- ad-heading: 280 ACRES FREEHOLD.: [17, 583, 100, 611]
- column-2: [118, 32, 255, 1578]
- classified-ad: [676, 51, 809, 291]
- ad-body: 55 ACRES FREEHOLD, close to borough, all the very best of land, well subdivided, house 6 rooms, cowshed and other buildings. The property are included 18 jersey Shorthorn cows, 7 heifers, 1 jersey bull, 1 cow, 1 purebred boar, 2 sows, 1 pig, 5 chaff cutter, 3 cream cans, 2 buckets. The land is admirably suited for dairying; the owner has a splendid crop of mangolds and onions this year. Price £2500; £850 per acre, balance good over a term of 7 years at 5 per cent.: [4, 843, 113, 974]
- ad-signature: Reg. B. 47.: [33, 1260, 84, 1271]
- ad-signature: E. HARRIS,: [717, 912, 768, 923]
- ad-signature: Reg. A. 12.: [34, 975, 83, 986]
- classified-ad: [958, 122, 1110, 220]
- ad-signature: A. S. ALLEN,: [1006, 1205, 1062, 1216]
- ad-body: Repatriation Office, 'Phone 681; P.O. Box 73. Telegrams: 'Repatriate, New Plymouth.': [958, 1224, 1110, 1241]
- column-5: [530, 32, 672, 1578]
- ad-body: LAND AGENTS, Box 22. INGLEWOOD 'Phone 55.: [396, 1303, 525, 1320]
- ad-heading: REPATRIATION.: [966, 1020, 1102, 1039]
- ad-body: REAL ESTATE AGENTS, HAWERA. SOLE AGENTS.: [534, 598, 667, 615]
- ad-heading: WOOD, COAL & PRODUCE BUSINESS: [688, 56, 797, 77]
- classified-ad: [122, 305, 250, 537]
- ad-heading: A MONEY-MAKING PROPOSITION.: [551, 383, 650, 405]
- ad-heading: BAY OF PLENTY.: [286, 726, 360, 763]
- column-3: [255, 32, 392, 1578]
- ad-body: This property there is 107 acres ploughable and 66 acres leasehold with 15 years to run with right of purchase. The whole property is in grass and excellently fenced. The buildings are exceptionally good — 6-roomed house, cowshed, concrete floors and yards. The contour of the land is undulating and all ploughable, a large area having been cropped. This property is to be sold as a going concern. Twenty-three milking cows, 2 two-year springing heifers, 6 yearling heifers, 2 young bulls, 4 medium horses, 7 machines medium milking machine, Alpha Laval separator, spring cart and harness, chaff and seed, implements, chaff cutter, 21 h.p. oil engine, ploughs, disc harrow, sundry implements. WALK IN, WALK OUT. Owing to family reasons MUST SELL. £37 10s per acre for the freehold and £8 for the goodwill of lease, £2500 cash, balance arranged to suit purchaser.: [4, 1014, 113, 1259]
- classified-ad: [958, 998, 1110, 1016]
- classified-ad: [676, 954, 809, 1152]
- ad-heading: IF NOT SOLD.: [263, 331, 383, 350]
- ad-body: 45½ ACRES, subdivided into 8 paddocks, all in grass, flat and undulating, all ploughable, live and wire fences, well watered, freehold title; metal roads; carrying 10 cows and 19 other stock; 4-bail cowshed, implement and motor shed; house 4 rooms. Price £37 10s per acre; £500, balance at 5 per cent. Situated quite close to Inglewood. 9 ACRES, subdivided into 4 paddocks, all flat and ploughable; borough water supply; live and wire fences; carrying 5 cows; cowshed and other buildings; house 6 rooms, with every convenience, gas laid on. Price £1300; easy terms. Situated at Western.: [122, 1141, 250, 1280]
- ad-heading: GRANT AND CAMPBELL,: [558, 334, 643, 362]
- classified-ad: [259, 1137, 387, 1188]
- masthead: [0, 0, 1114, 30]
- ad-heading: GREAT VALUE: [29, 536, 88, 572]
- classified-ad: [259, 697, 387, 723]
- classified-ad: [534, 51, 667, 330]
- ad-signature: G. H. BUCKERIDGE,: [140, 1281, 232, 1292]
- ad-signature: F 802: [1021, 303, 1047, 314]
- ad-heading: SPENCER & PICKERING: [17, 84, 100, 113]
- ad-signature: C. R. FINNERTY,: [846, 321, 921, 332]
- ad-body: 140 ACRES, 4 rooms and pantry; cowshed, 4-cow plant. All in grass except shelter bush. Well watered and all ploughable. At present carrying 50 cows, bull, horses, and young stock. One and a half miles factory, school and post office. Price £75 per acre; cash £1800. 120 ACRES, 7 rooms, bathroom, Alpha light, telephone, and septic tank. Cowshed with 4-cow milking plant. All level and well watered; will carry 60 cows. Factory and school adjoining. School one mile. Price £120 per acre; £3000 cash. The above will do your heart good to look at. 71 ACRES, 6-roomed house, 8-bail cowshed; all in grass but about 2 acres. Well watered and subdivided into 13 paddocks. Will carry 24 cows. Price £28 per acre; £700 cash. There is a good thing in this.: [122, 75, 250, 246]
- ad-body: GRAZING & DAIRYING COUNTRY AT HAWERA.: [534, 406, 667, 423]
- ad-signature: F 358: [1021, 205, 1047, 215]
- ad-heading: PEDIGREE FARM FOR SALE.: [404, 1186, 517, 1207]
- ad-heading: DIRT CHEAP: [545, 977, 656, 996]
- classified-ad: [818, 363, 949, 512]
- ad-heading: 173 ACRES.: [8, 994, 109, 1013]
- ad-signature: A SPLENDID OPPORTUNITY.: [535, 763, 666, 774]
- classified-ad: [396, 51, 525, 338]
- ad-body: All in grass and well-watered by streams; subdivided into 11 paddocks; nearly all level and ploughable; at present carrying 60 cows and 30 young stock. A little improvement needed. SHOULD CARRY 75 COWS. NO WEEDS. The lease with 21 years to run at 40/- per acre, which the owner is prepared to make freehold at his own expense.: [4, 613, 113, 704]
- ad-body: RAROTU. KING, OKATO, Land Salesman.: [4, 793, 113, 810]
- ad-body: LAND AND ESTATE AGENTS. WHAKATANE, BAY OF PLENTY. WE have a large list of every kind of property in this flourishing district. We have a practical farming experience in this district, and buyers can depend on reliable information. Write or wire us. BOX 35, WHAKATANE. PHONE 137.: [122, 895, 250, 968]
- classified-ad: [396, 628, 525, 675]
- ad-heading: Campbell Jackson: [973, 690, 1095, 705]
- classified-ad: [122, 834, 250, 860]
- ad-body: Balance as it is good to good man. Balance at 5 per cent.: [4, 736, 113, 753]
- ad-heading: THIS IS YOUR CHANCE TO BUY A FARM AT LOW PRICE: [682, 312, 803, 331]
- ad-body: A CHEAP PROPERTY. GOING CONCERN. 160 ACRES, 7 miles Pukekohe, dairying, fattening or cropping farm; 26 acres in oats, 10 acres swamp. Plenty of paddocks, good fences, complete range of buildings. Handy to school and factory. Price, including 50 cows, 8 horses, milking machines, engine, etc., only £34 per acre, £1000 cash. Terms, £1000 cash. FIRST TO INSPECT WILL BUY. NOTE.—We have opened offices in Hamilton. If in Waikato call on our Manager, Mr. Woodrow, who has a thorough knowledge of values, and can save you endless time inspecting properties. Apply—: [818, 572, 949, 711]
- classified-ad: [396, 443, 525, 628]
- ad-body: make an early appointment to inspect one of the under-mentioned properties, as each one is good:— 217 ACRES, Bombay, all in grass, 8-roomed house, all necessary outbuildings, and the price £31 per acre, with £1000 cash. 121 ACRES, Karaka, 6-roomed house, cowshed, etc. A splendid little dairy farm, and the price is moderate at £38. The owner will accept £1000 cash. 100 ACRES, Tauranga Creek, all in grass, 4-roomed house; very handy to the city. £1000 to £1500 cash. The owner is able to let 'on mortgage'. 4000 ACRES, beautiful sheep and cattle country, at £10 per acre. Particulars on application.: [259, 533, 387, 680]
- column-1: [0, 32, 118, 1578]
- ad-body: GOING CONCERN. 75 ACRES, stock 28 cows, Jersey bull, 2 good horses, cart, drill and all implements. First-class 8-seater car. Factory shares. Good dwelling. P.O. one mile. Price £85 per acre, everything included. Cash £2300. Owner retiring. I have personally inspected this farm, and consider it the cheapest farm in Taranaki.: [122, 1015, 250, 1097]
- classified-ad: [4, 579, 113, 709]
- classified-ad: [534, 974, 667, 1121]
- ad-body: WILL BE CARRIED ON THIS PROPERTY. WAIKATO. 368 ACRES, L.I.P., beautiful flat to easy undulating country, about 200 acres first-class cabbage-tree swamp (well drained), 330 acres have been ploughed and are in the best of English grasses; 15 acres crop. This property is well fenced and subdivided, and running streams in every paddock, never failing. Good buildings, good roads, only 2 miles from station, 5 miles township and handy Glaxo Factory. There is a nice house of 6 rooms and a large range of outbuildings. Milking machines, concrete floors, etc. GREAT CARRYING CAPACITY. SPLENDID LAND. BEAUTIFUL HOMESTEAD. PRICE £50 per acre; £3000 CASH. APPLY—: [259, 957, 387, 1120]
- ad-heading: NEAR ELTHAM.: [146, 978, 226, 1014]
- ad-body: LAND, ESTATE AND GENERAL COMMISSION AGENTS, STRATFORD. Agents International Harvester Co., Victoria Insurance Co.: [396, 1142, 525, 1176]
- classified-ad: [958, 384, 1110, 687]
- column-heading: LAND FOR SALE.: [534, 34, 667, 47]
- column-heading: LAND FOR SALE.: [122, 34, 250, 47]
- ad-signature: HERBERT HEWITT: [279, 896, 367, 907]
- classified-ad: [4, 759, 113, 816]
- ad-body: 200 ACRES, close to Hawera, with an excellent house of 7 rooms with telephone and every convenience, concrete yards, wash-house, etc, also man's cottage; ½ mile from school and factory, and 7 to 8 miles to Hawera; about 100 acres level, subdivided into 6 paddocks, well-watered by mill and creek; carry 55 cows and 300 ewes and 5 horses. Splendid cowshed with 4 plant L.K.G. releaser at valuation; also woolshed and piggery. FOR IMMEDIATE SALE PRICE REDUCED FROM £65 PER ACRE TO £52 10s, WITH £3000 CASH. For further particulars apply immediately to the Sole Agents—: [676, 590, 809, 729]
- column-6: [672, 32, 814, 1578]
- ad-heading: MATAMATA: [551, 828, 650, 847]
- classified-ad: [676, 291, 809, 309]
